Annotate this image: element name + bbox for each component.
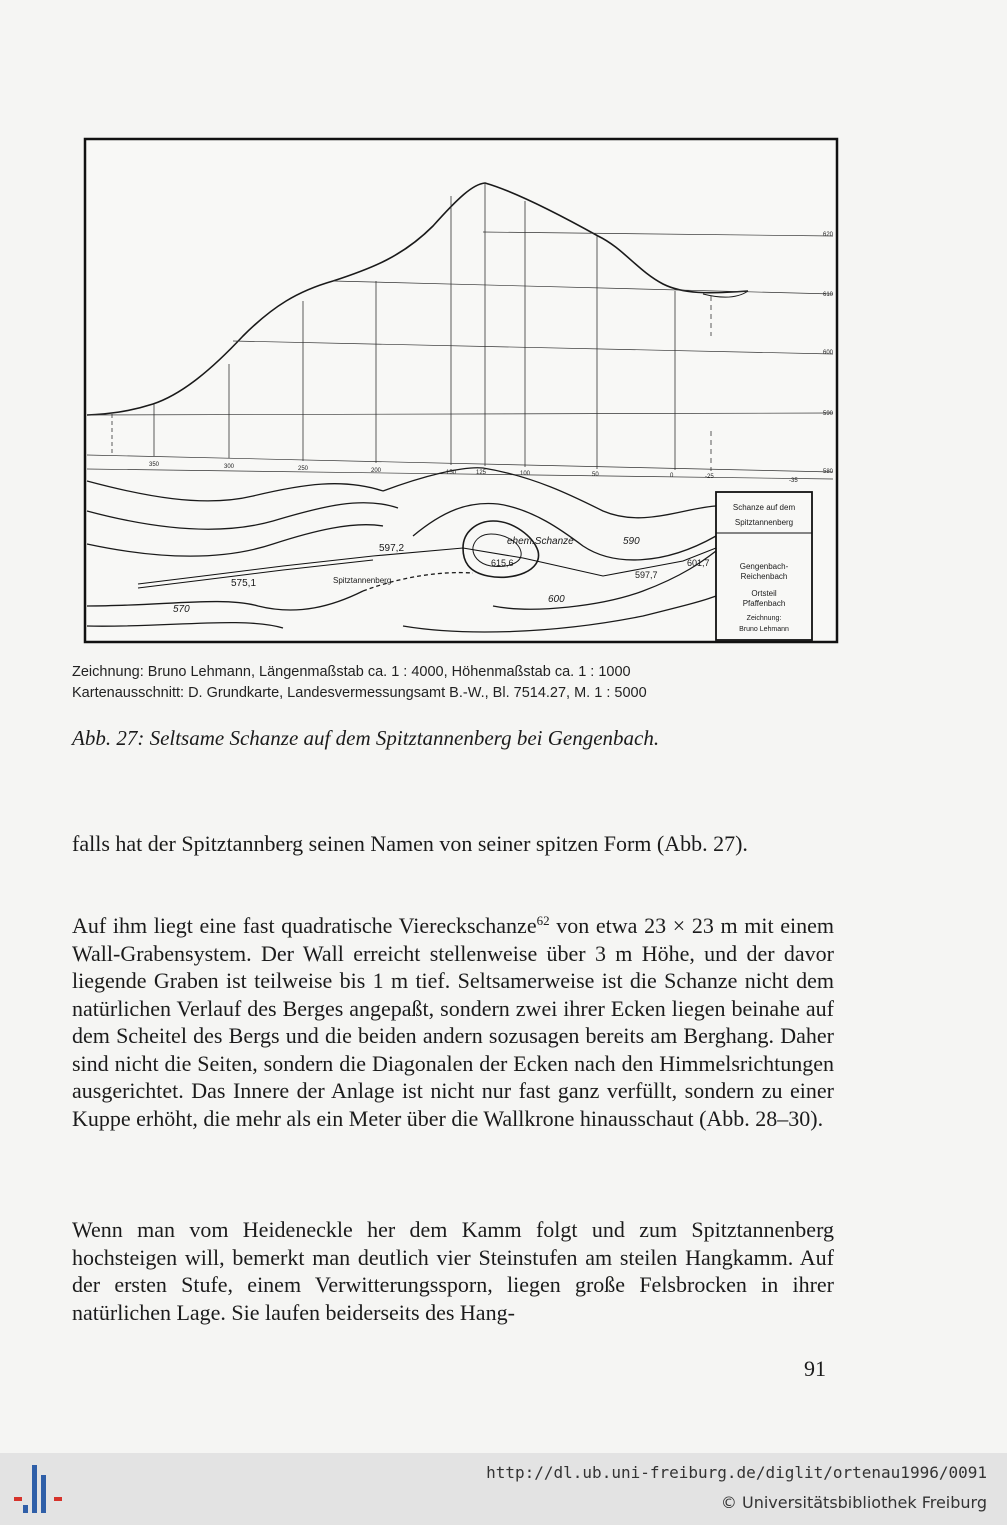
legend-place-4: Pfaffenbach [742,599,786,608]
figure-drawing [83,136,841,646]
profile-and-map-figure [83,136,841,646]
svg-text:-35: -35 [789,478,798,484]
svg-text:150: 150 [446,470,457,476]
label-590: 590 [623,536,640,547]
legend-place-2: Reichenbach [740,572,788,581]
svg-text:300: 300 [224,464,235,470]
label-600: 600 [548,594,565,605]
paragraph-2-text-b: von etwa 23 × 23 m mit einem Wall-Grabensystem. Der Wall erreicht stellenweise über 3 m Höhe, und der davor liegende Graben ist teilweise bis 1 m tief. Seltsamerweise ist die Schanze nicht dem natürlichen Verlauf des Berges angepaßt, sondern zwei ihrer Ecken liegen beinahe auf dem Scheitel des Bergs und die beiden andern sozusagen bereits am Berghang. Daher sind nicht die Seiten, sondern die Diagonalen der Ecken nach den Himmelsrichtungen ausgerichtet. Das Innere der Anlage ist nicht nur fast ganz verfüllt, sondern zu einer Kuppe erhöht, die mehr als ein Meter über die Wallkrone hinausschaut (Abb. 28–30). [72,913,835,1131]
figure-caption: Abb. 27: Seltsame Schanze auf dem Spitztannenberg bei Gengenbach. [72,726,660,750]
svg-text:600: 600 [823,350,834,356]
label-615-6: 615,6 [491,558,514,568]
legend-place-3: Ortsteil [751,589,777,598]
svg-text:350: 350 [149,462,160,468]
svg-text:-25: -25 [705,474,714,480]
paragraph-3: Wenn man vom Heideneckle her dem Kamm folgt und zum Spitztannenberg hochsteigen will, bemerkt man deutlich vier Steinstufen am steilen Hangkamm. Auf der ersten Stufe, einem Verwitterungssporn, liegen große Felsbrocken in ihrer natürlichen Lage. Sie laufen beiderseits des Hang- [72,1217,834,1325]
paragraph-2-text-a: Auf ihm liegt eine fast quadratische Viereckschanze [72,913,537,938]
legend-title-1: Schanze auf dem [732,503,796,512]
svg-text:580: 580 [823,469,834,475]
svg-text:200: 200 [371,468,382,474]
label-570: 570 [173,604,190,615]
label-575-1: 575,1 [231,578,257,589]
label-597-7: 597,7 [635,570,658,580]
svg-text:590: 590 [823,411,834,417]
svg-text:125: 125 [476,470,487,476]
figure-credit-line-2: Kartenausschnitt: D. Grundkarte, Landesvermessungsamt B.-W., Bl. 7514.27, M. 1 : 5000 [72,685,647,701]
svg-text:620: 620 [823,232,834,238]
library-logo-icon[interactable] [14,1461,64,1517]
paragraph-1: falls hat der Spitztannberg seinen Namen von seiner spitzen Form (Abb. 27). [72,831,748,856]
legend-drawing-1: Zeichnung: [746,615,782,622]
figure-legend-box [716,492,812,640]
svg-text:610: 610 [823,292,834,298]
label-601-7: 601,7 [687,558,710,568]
label-spitztannenberg: Spitztannenberg [333,576,392,585]
legend-title-2: Spitztannenberg [734,518,794,527]
footnote-reference: 62 [536,913,550,928]
page-number: 91 [804,1356,826,1381]
legend-drawing-2: Bruno Lehmann [739,626,789,633]
svg-text:50: 50 [592,472,599,478]
svg-text:0: 0 [670,473,674,479]
paragraph-2 [72,912,834,1132]
svg-text:250: 250 [298,466,309,472]
legend-place-1: Gengenbach- [739,562,789,571]
footer-bar [0,1453,1007,1525]
permalink-url[interactable]: http://dl.ub.uni-freiburg.de/diglit/ortenau1996/0091 [486,1463,987,1482]
label-597-2: 597,2 [379,543,405,554]
label-schanze: ehem.Schanze [507,536,574,547]
copyright-notice: © Universitätsbibliothek Freiburg [720,1493,987,1512]
svg-text:100: 100 [520,471,531,477]
figure-credit-line-1: Zeichnung: Bruno Lehmann, Längenmaßstab ca. 1 : 4000, Höhenmaßstab ca. 1 : 1000 [72,664,631,680]
